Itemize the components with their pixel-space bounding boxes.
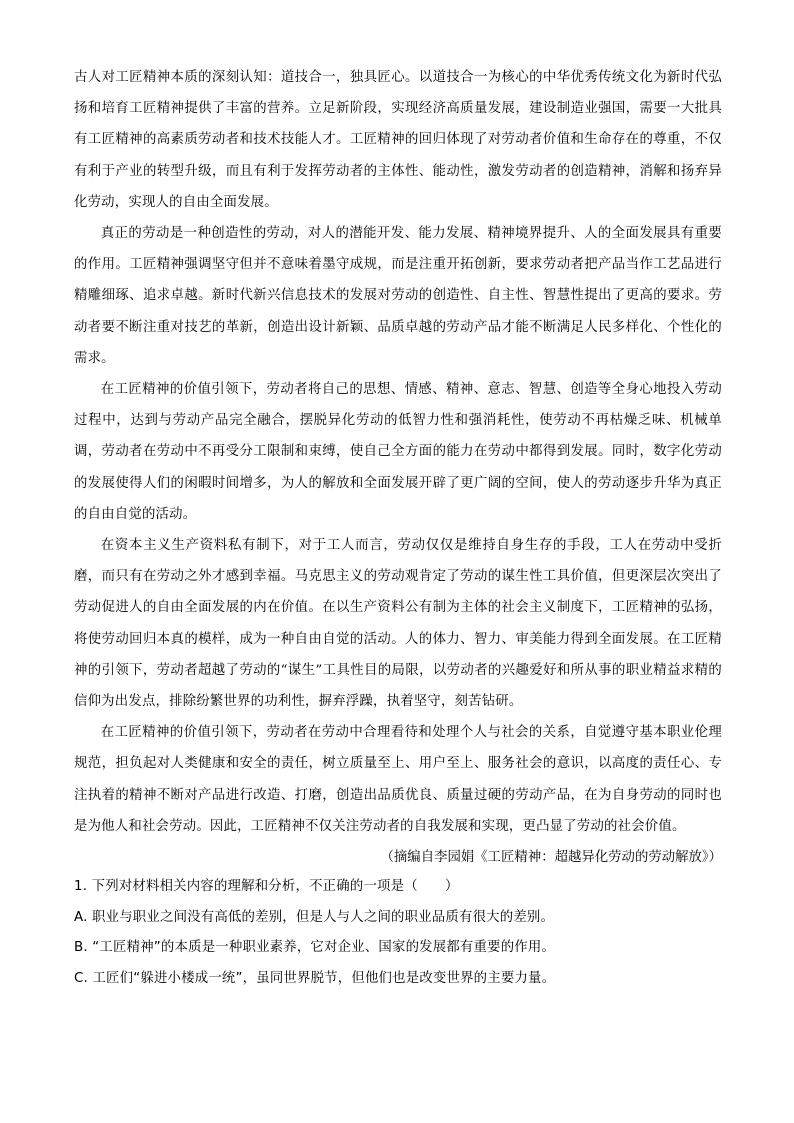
document-page	[74, 62, 722, 994]
passage-paragraph-2: 真正的劳动是一种创造性的劳动，对人的潜能开发、能力发展、精神境界提升、人的全面发展具有重要的作用。工匠精神强调坚守但并不意味着墨守成规，而是注重开拓创新，要求劳动者把产品当作工艺品进行精雕细琢、追求卓越。新时代新兴信息技术的发展对劳动的创造性、自主性、智慧性提出了更高的要求。劳动者要不断注重对技艺的革新，创造出设计新颖、品质卓越的劳动产品才能不断满足人民多样化、个性化的需求。	[74, 226, 722, 366]
passage-paragraph-1: 古人对工匠精神本质的深刻认知：道技合一，独具匠心。以道技合一为核心的中华优秀传统文化为新时代弘扬和培育工匠精神提供了丰富的营养。立足新阶段，实现经济高质量发展，建设制造业强国，需要一大批具有工匠精神的高素质劳动者和技术技能人才。工匠精神的回归体现了对劳动者价值和生命存在的尊重，不仅有利于产业的转型升级，而且有利于发挥劳动者的主体性、能动性，激发劳动者的创造精神，消解和扬弃异化劳动，实现人的自由全面发展。	[74, 70, 722, 210]
question-stem: 1. 下列对材料相关内容的理解和分析，不正确的一项是（ ）	[74, 879, 459, 895]
option-a: A. 职业与职业之间没有高低的差别，但是人与人之间的职业品质有很大的差别。	[74, 909, 555, 925]
passage-source: （摘编自李园娟《工匠精神：超越异化劳动的劳动解放》）	[380, 850, 722, 866]
passage-paragraph-5: 在工匠精神的价值引领下，劳动者在劳动中合理看待和处理个人与社会的关系，自觉遵守基本职业伦理规范，担负起对人类健康和安全的责任，树立质量至上、用户至上、服务社会的意识，以高度的责任心、专注执着的精神不断对产品进行改造、打磨，创造出品质优良、质量过硬的劳动产品，在为自身劳动的同时也是为他人和社会劳动。因此，工匠精神不仅关注劳动者的自我发展和实现，更凸显了劳动的社会价值。	[74, 725, 722, 834]
passage-paragraph-3: 在工匠精神的价值引领下，劳动者将自己的思想、情感、精神、意志、智慧、创造等全身心地投入劳动过程中，达到与劳动产品完全融合，摆脱异化劳动的低智力性和强消耗性，使劳动不再枯燥乏味、机械单调，劳动者在劳动中不再受分工限制和束缚，使自己全方面的能力在劳动中都得到发展。同时，数字化劳动的发展使得人们的闲暇时间增多，为人的解放和全面发展开辟了更广阔的空间，使人的劳动逐步升华为真正的自由自觉的活动。	[74, 382, 722, 522]
option-c: C. 工匠们“躲进小楼成一统”，虽同世界脱节，但他们也是改变世界的主要力量。	[74, 970, 556, 986]
question-block	[74, 872, 722, 994]
option-b: B. “工匠精神”的本质是一种职业素养，它对企业、国家的发展都有重要的作用。	[74, 940, 556, 956]
passage-paragraph-4: 在资本主义生产资料私有制下，对于工人而言，劳动仅仅是维持自身生存的手段，工人在劳动中受折磨，而只有在劳动之外才感到幸福。马克思主义的劳动观肯定了劳动的谋生性工具价值，但更深层次突出了劳动促进人的自由全面发展的内在价值。在以生产资料公有制为主体的社会主义制度下，工匠精神的弘扬，将使劳动回归本真的模样，成为一种自由自觉的活动。人的体力、智力、审美能力得到全面发展。在工匠精神的引领下，劳动者超越了劳动的“谋生”工具性目的局限，以劳动者的兴趣爱好和所从事的职业精益求精的信仰为出发点，排除纷繁世界的功利性，摒弃浮躁，执着坚守，刻苦钻研。	[74, 538, 722, 710]
